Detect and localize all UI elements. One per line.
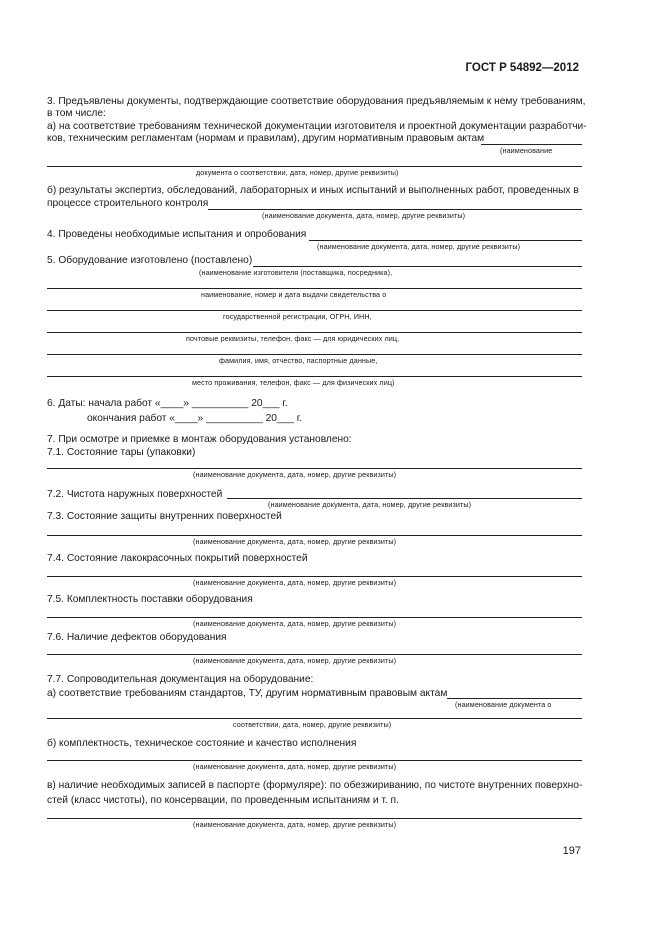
fill-line[interactable]: [47, 818, 582, 819]
fill-line[interactable]: [47, 166, 582, 167]
caption-izgotovitel: (наименование изготовителя (поставщика, посредника),: [199, 268, 393, 277]
section-7-4: 7.4. Состояние лакокрасочных покрытий поверхностей: [47, 553, 308, 564]
fill-line[interactable]: [47, 654, 582, 655]
fill-line[interactable]: [47, 354, 582, 355]
section-3a-line2: ков, техническим регламентам (нормам и правилам), другим нормативным правовым актам: [47, 133, 485, 144]
fill-line[interactable]: [47, 760, 582, 761]
caption-doc: (наименование документа, дата, номер, другие реквизиты): [193, 470, 397, 479]
section-7-3: 7.3. Состояние защиты внутренних поверхностей: [47, 511, 282, 522]
fill-line[interactable]: [47, 718, 582, 719]
caption-doc: (наименование документа, дата, номер, другие реквизиты): [317, 242, 521, 251]
section-7-5: 7.5. Комплектность поставки оборудования: [47, 594, 253, 605]
section-7-7v-line2: стей (класс чистоты), по консервации, по проведенным испытаниям и т. п.: [47, 795, 399, 806]
section-7-7v-line1: в) наличие необходимых записей в паспорте (формуляре): по обезжириванию, по чистоте внутренних поверхно-: [47, 780, 583, 791]
fill-line[interactable]: [47, 288, 582, 289]
fill-line[interactable]: [208, 209, 582, 210]
fill-line[interactable]: [47, 376, 582, 377]
section-7-2: 7.2. Чистота наружных поверхностей: [47, 489, 223, 500]
caption-doc-o: (наименование документа о: [455, 700, 552, 709]
caption-doc: (наименование документа, дата, номер, другие реквизиты): [193, 762, 397, 771]
page-header-title: ГОСТ Р 54892—2012: [465, 62, 579, 74]
caption-gosreg: государственной регистрации, ОГРН, ИНН,: [223, 312, 372, 321]
section-3-including: в том числе:: [47, 108, 106, 119]
section-6-end: окончания работ «____» __________ 20___ г.: [87, 413, 303, 424]
section-7-7a: а) соответствие требованиям стандартов, ТУ, другим нормативным правовым актам: [47, 688, 448, 699]
fill-line[interactable]: [309, 240, 582, 241]
fill-line[interactable]: [253, 266, 582, 267]
section-3a-line1: а) на соответствие требованиям технической документации изготовителя и проектной документации разработчи-: [47, 121, 587, 132]
section-7-7b: б) комплектность, техническое состояние и качество исполнения: [47, 738, 357, 749]
caption-fio: фамилия, имя, отчество, паспортные данные,: [219, 356, 378, 365]
section-7-1: 7.1. Состояние тары (упаковки): [47, 447, 196, 458]
section-7-7: 7.7. Сопроводительная документация на оборудование:: [47, 674, 314, 685]
caption-naimenovanie: (наименование: [500, 146, 553, 155]
section-7: 7. При осмотре и приемке в монтаж оборудования установлено:: [47, 434, 352, 445]
fill-line[interactable]: [227, 498, 582, 499]
caption-doc: (наименование документа, дата, номер, другие реквизиты): [268, 500, 472, 509]
section-3-intro: 3. Предъявлены документы, подтверждающие соответствие оборудования предъявляемым к нему требованиям,: [47, 96, 586, 107]
fill-line[interactable]: [481, 144, 582, 145]
fill-line[interactable]: [47, 468, 582, 469]
caption-doc: (наименование документа, дата, номер, другие реквизиты): [262, 211, 466, 220]
fill-line[interactable]: [47, 310, 582, 311]
fill-line[interactable]: [447, 698, 582, 699]
section-7-6: 7.6. Наличие дефектов оборудования: [47, 632, 227, 643]
caption-sootvetstvii: соответствии, дата, номер, другие реквизиты): [233, 720, 392, 729]
section-3b-line1: б) результаты экспертиз, обследований, лабораторных и иных испытаний и выполненных работ, проведенных в: [47, 185, 579, 196]
fill-line[interactable]: [47, 576, 582, 577]
fill-line[interactable]: [47, 617, 582, 618]
caption-doc: (наименование документа, дата, номер, другие реквизиты): [193, 537, 397, 546]
section-6-start: 6. Даты: начала работ «____» __________ 20___ г.: [47, 398, 288, 409]
section-5: 5. Оборудование изготовлено (поставлено): [47, 255, 253, 266]
caption-doc: (наименование документа, дата, номер, другие реквизиты): [193, 656, 397, 665]
caption-doc: (наименование документа, дата, номер, другие реквизиты): [193, 619, 397, 628]
caption-doc: (наименование документа, дата, номер, другие реквизиты): [193, 578, 397, 587]
fill-line[interactable]: [47, 535, 582, 536]
caption-doc-sootv: документа о соответствии, дата, номер, другие реквизиты): [196, 168, 399, 177]
section-4: 4. Проведены необходимые испытания и опробования: [47, 229, 307, 240]
caption-doc: (наименование документа, дата, номер, другие реквизиты): [193, 820, 397, 829]
caption-mesto: место проживания, телефон, факс — для физических лиц): [192, 378, 395, 387]
caption-pochtovye: почтовые реквизиты, телефон, факс — для юридических лиц,: [186, 334, 400, 343]
page-number: 197: [562, 845, 581, 857]
fill-line[interactable]: [47, 332, 582, 333]
caption-svidetelstvo: наименование, номер и дата выдачи свидетельства о: [201, 290, 387, 299]
section-3b-line2: процессе строительного контроля: [47, 198, 209, 209]
